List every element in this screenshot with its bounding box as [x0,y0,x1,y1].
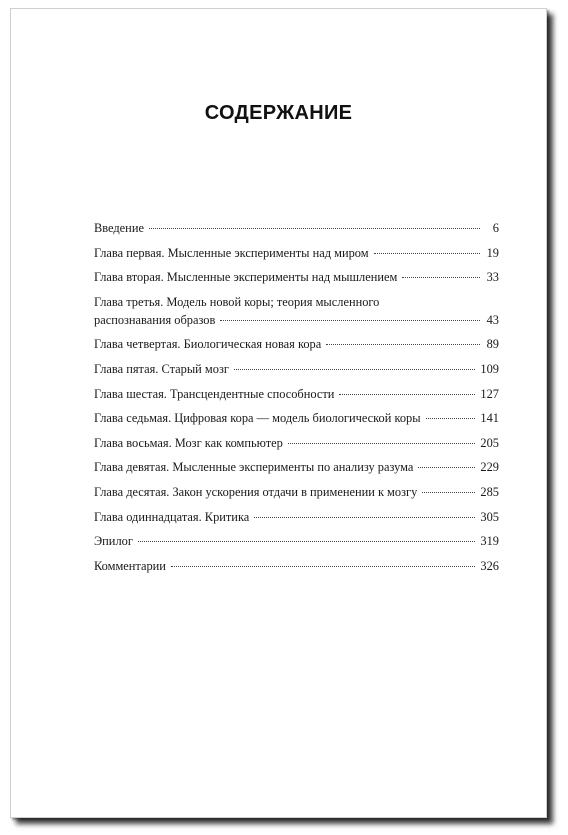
toc-entry-page: 33 [486,270,499,285]
toc-entry-page: 141 [480,411,499,426]
toc-entry-page: 127 [480,386,499,401]
toc-entry-page: 19 [486,245,499,260]
toc-entry-page: 205 [480,435,499,450]
toc-entry-title-line-2: распознавания образов [94,312,216,327]
book-page [10,8,547,818]
toc-entry [94,483,499,501]
toc-entry-page: 109 [480,361,499,376]
toc-entry-page: 43 [486,312,499,327]
toc-entry-title: Комментарии [94,558,166,573]
toc-entry [94,409,499,427]
toc-entry [94,557,499,575]
toc-entry-page: 229 [480,460,499,475]
toc-entry [94,293,499,329]
dot-leader [254,517,475,518]
dot-leader [426,418,476,419]
toc-entry [94,385,499,403]
toc-entry [94,335,499,353]
toc-entry-title: Глава седьмая. Цифровая кора — модель биологической коры [94,411,421,426]
toc-entry-title: Эпилог [94,534,133,549]
toc-entry-title: Глава одиннадцатая. Критика [94,509,250,524]
toc-entry-title: Введение [94,221,144,235]
dot-leader [422,492,475,493]
toc-entry [94,360,499,378]
toc-entry-title: Глава восьмая. Мозг как компьютер [94,435,283,450]
dot-leader [374,253,480,254]
toc-entry-page: 319 [480,534,499,549]
dot-leader [138,541,476,542]
toc-entry-page: 89 [486,337,499,352]
toc-entry [94,434,499,452]
toc-entry-title: Глава пятая. Старый мозг [94,361,229,376]
toc-entry-title: Глава шестая. Трансцендентные способности [94,386,335,401]
dot-leader [220,320,480,321]
toc-entry-title: Глава четвертая. Биологическая новая кора [94,337,322,352]
toc-entry [94,458,499,476]
dot-leader [288,443,476,444]
toc-entry-page: 305 [480,509,499,524]
page-title: СОДЕРЖАНИЕ [204,102,353,124]
toc-entry-page: 326 [480,558,499,573]
dot-leader [234,369,475,370]
dot-leader [402,277,480,278]
table-of-contents [94,219,499,581]
dot-leader [339,394,475,395]
toc-entry [94,508,499,526]
toc-entry [94,244,499,262]
toc-entry-title: Глава девятая. Мысленные эксперименты по анализу разума [94,460,414,475]
dot-leader [418,467,475,468]
toc-entry [94,268,499,286]
dot-leader [171,566,475,567]
dot-leader [326,344,480,345]
toc-entry-title: Глава десятая. Закон ускорения отдачи в применении к мозгу [94,484,418,499]
dot-leader [149,228,480,229]
toc-entry-title: Глава первая. Мысленные эксперименты над миром [94,245,369,260]
toc-entry-title-line-1: Глава третья. Модель новой коры; теория мысленного [94,294,380,309]
toc-entry [94,219,499,237]
toc-entry-title: Глава вторая. Мысленные эксперименты над мышлением [94,270,398,285]
toc-entry-page: 6 [492,221,499,235]
toc-entry-page: 285 [480,484,499,499]
toc-entry [94,532,499,550]
